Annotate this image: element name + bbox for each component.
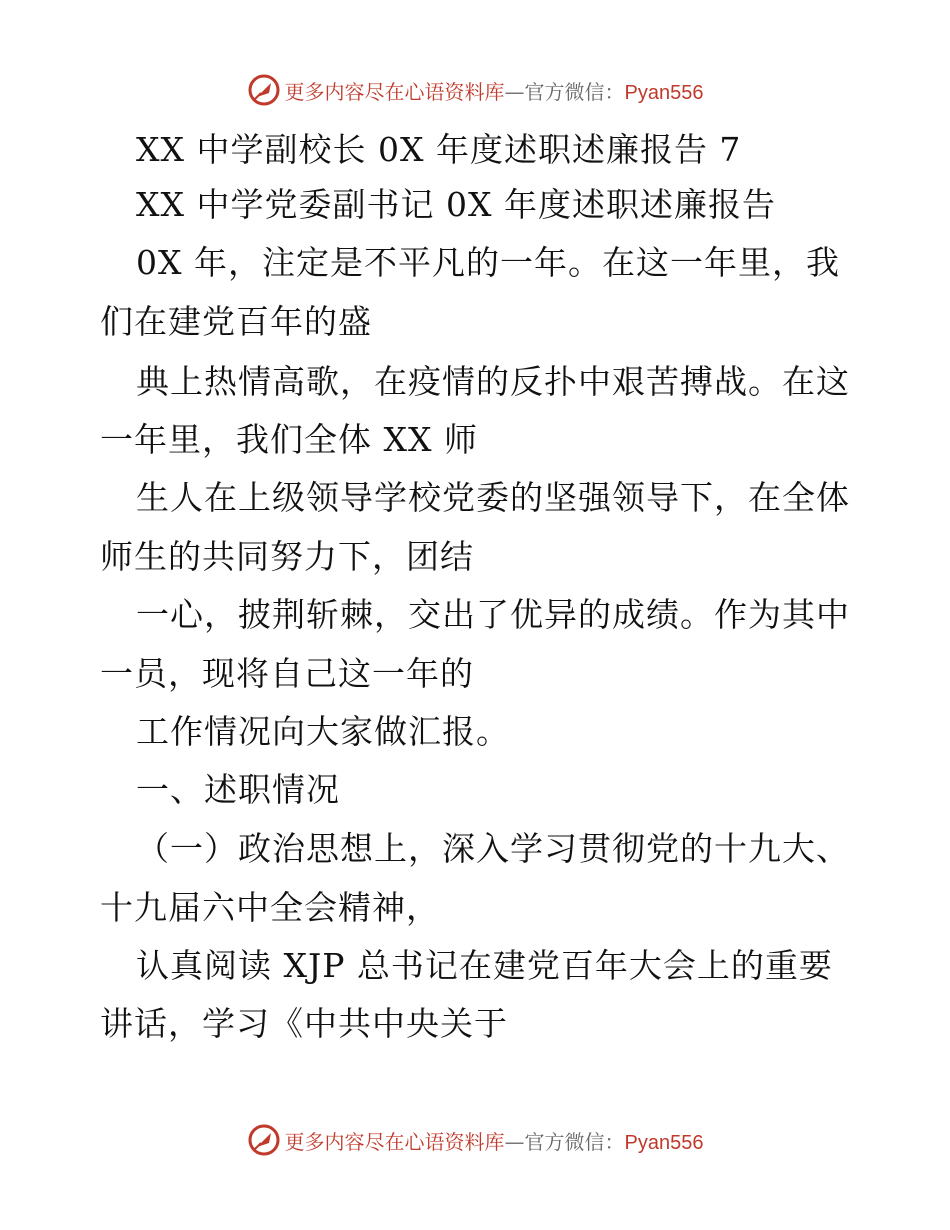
doc-line: 讲话，学习《中共中央关于 [100,1004,508,1043]
doc-line: XX 中学副校长 0X 年度述职述廉报告 7 [136,130,742,169]
doc-line: 十九届六中全会精神， [100,888,440,927]
footer-watermark [0,1120,950,1160]
doc-line: 典上热情高歌，在疫情的反扑中艰苦搏战。在这 [136,362,850,401]
watermark-text [285,1126,704,1155]
watermark-wechat-label: 官方微信： [524,1129,625,1154]
quill-logo-icon [247,1123,281,1157]
doc-line: （一）政治思想上，深入学习贯彻党的十九大、 [136,829,850,868]
watermark-wechat-id: Pyan556 [624,81,704,104]
doc-line: 一心，披荆斩棘，交出了优异的成绩。作为其中 [136,595,850,634]
watermark-site: 更多内容尽在心语资料库 [284,79,505,104]
watermark-site: 更多内容尽在心语资料库 [284,1129,505,1154]
doc-line: 一员，现将自己这一年的 [100,654,474,693]
doc-line: 生人在上级领导学校党委的坚强领导下，在全体 [136,478,850,517]
watermark-text [285,76,704,105]
watermark-wechat-label: 官方微信： [524,79,625,104]
doc-line: 认真阅读 XJP 总书记在建党百年大会上的重要 [136,946,833,985]
watermark-dash: — [504,79,525,104]
section-heading: 一、述职情况 [136,770,340,809]
doc-line: 工作情况向大家做汇报。 [136,712,510,751]
doc-line: 师生的共同努力下，团结 [100,537,474,576]
quill-logo-icon [247,73,281,107]
watermark-wechat-id: Pyan556 [624,1131,704,1154]
doc-line: 一年里，我们全体 XX 师 [100,420,478,459]
doc-line: 们在建党百年的盛 [100,302,372,341]
watermark-dash: — [504,1129,525,1154]
doc-line: XX 中学党委副书记 0X 年度述职述廉报告 [136,185,776,224]
doc-line: 0X 年，注定是不平凡的一年。在这一年里，我 [136,243,840,282]
header-watermark [0,70,950,110]
